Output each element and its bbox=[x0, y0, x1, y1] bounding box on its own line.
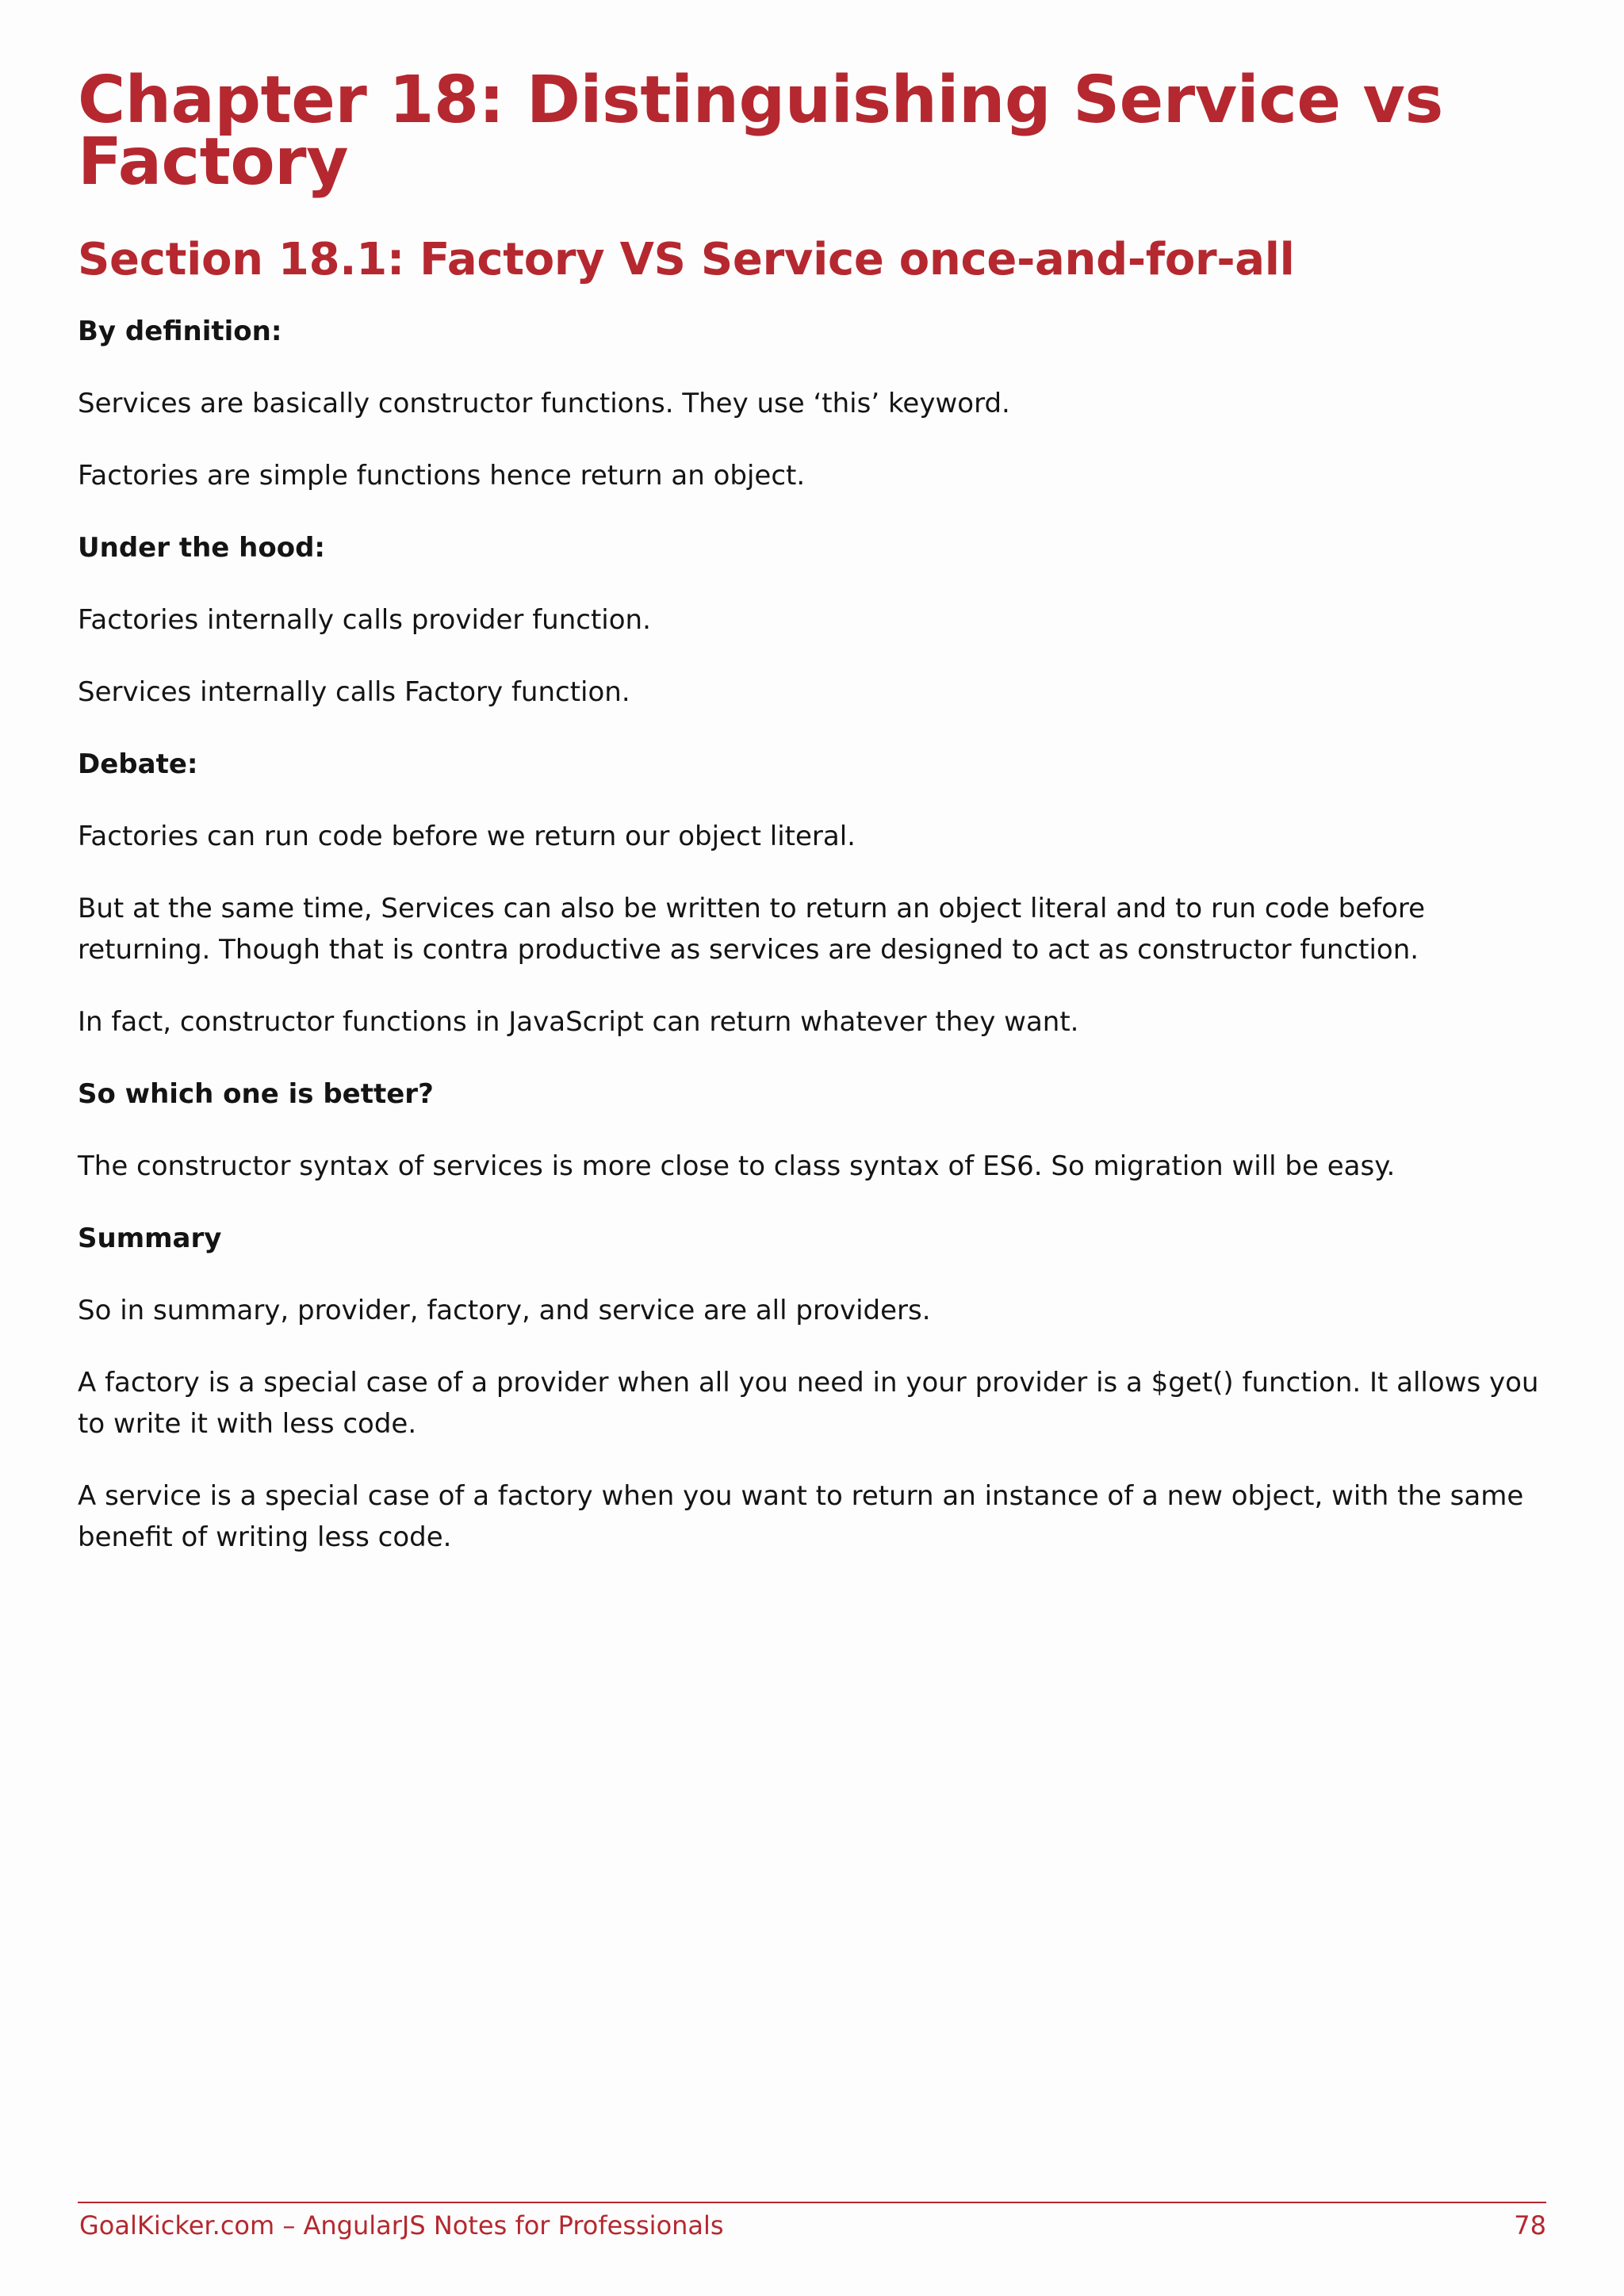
paragraph: Factories internally calls provider function. bbox=[78, 604, 651, 636]
subheading-which-is-better: So which one is better? bbox=[78, 1078, 434, 1110]
subheading-summary: Summary bbox=[78, 1223, 222, 1254]
paragraph: In fact, constructor functions in JavaScript can return whatever they want. bbox=[78, 1006, 1079, 1038]
page-content bbox=[78, 63, 1546, 1558]
subheading-by-definition: By definition: bbox=[78, 316, 282, 347]
paragraph: A factory is a special case of a provider when all you need in your provider is a $get() function. It allows you to write it with less code. bbox=[78, 1367, 1539, 1440]
paragraph: Factories can run code before we return our object literal. bbox=[78, 821, 856, 852]
paragraph: The constructor syntax of services is more close to class syntax of ES6. So migration will be easy. bbox=[78, 1150, 1396, 1182]
paragraph: But at the same time, Services can also be written to return an object literal and to run code before returning. Though that is contra productive as services are designed to act as constructor function. bbox=[78, 893, 1426, 966]
chapter-title: Chapter 18: Distinguishing Service vs Factory bbox=[78, 63, 1443, 200]
footer-divider bbox=[78, 2202, 1546, 2203]
section-title: Section 18.1: Factory VS Service once-and-for-all bbox=[78, 234, 1295, 285]
paragraph: A service is a special case of a factory when you want to return an instance of a new object, with the same benefit of writing less code. bbox=[78, 1480, 1524, 1553]
footer-source: GoalKicker.com – AngularJS Notes for Professionals bbox=[79, 2210, 724, 2241]
subheading-under-the-hood: Under the hood: bbox=[78, 532, 326, 564]
paragraph: Services are basically constructor functions. They use ‘this’ keyword. bbox=[78, 388, 1010, 419]
subheading-debate: Debate: bbox=[78, 748, 198, 780]
paragraph: Factories are simple functions hence return an object. bbox=[78, 460, 806, 492]
page-number: 78 bbox=[1514, 2210, 1546, 2241]
paragraph: Services internally calls Factory function. bbox=[78, 676, 630, 708]
paragraph: So in summary, provider, factory, and service are all providers. bbox=[78, 1295, 931, 1326]
